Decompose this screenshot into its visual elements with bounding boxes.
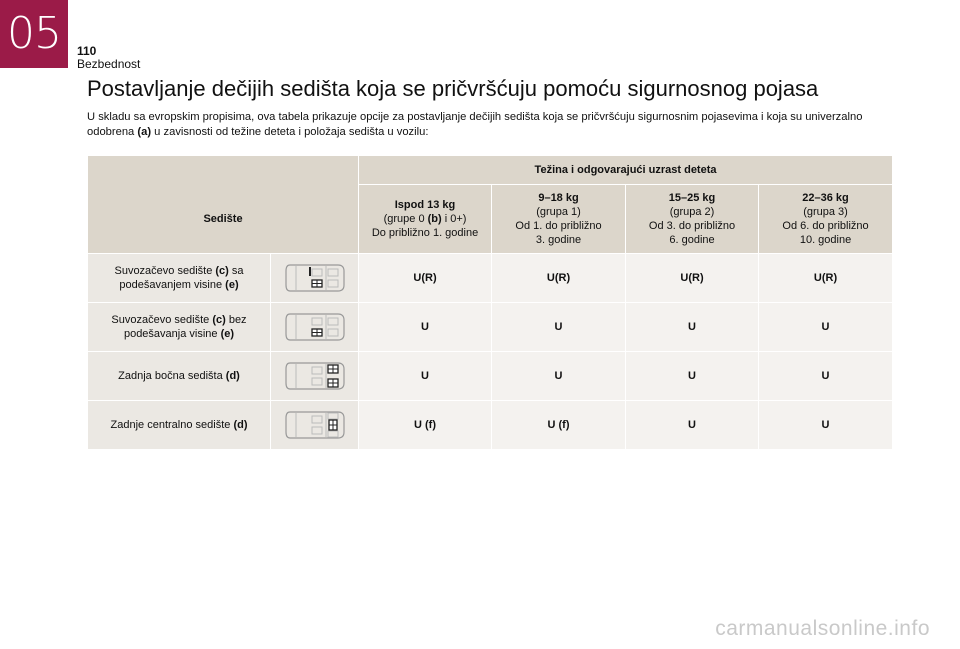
intro-text-1: U skladu sa evropskim propisima, ova tabela prikazuje opcije za postavljanje dečijih sedišta koja se pričvršćuju sigurnosnim pojasevima i koja su univerzalno odobrena	[87, 111, 863, 138]
watermark: carmanualsonline.info	[715, 617, 930, 640]
group-header-1: 9–18 kg (grupa 1) Od 1. do približno 3. godine	[492, 185, 626, 254]
cell-value: U (f)	[492, 401, 626, 450]
seat-header: Sedište	[88, 156, 359, 254]
chapter-tab	[0, 0, 68, 68]
cell-value: U(R)	[759, 254, 893, 303]
cell-value: U	[759, 303, 893, 352]
cell-value: U	[626, 352, 759, 401]
cell-value: U(R)	[359, 254, 492, 303]
cell-value: U	[759, 352, 893, 401]
cell-value: U	[759, 401, 893, 450]
intro-paragraph	[87, 110, 877, 140]
table-row	[88, 303, 893, 352]
row-label: Suvozačevo sedište (c) bez podešavanja visine (e)	[88, 303, 271, 352]
cell-value: U	[492, 303, 626, 352]
page-number: 110	[77, 44, 97, 58]
table-row	[88, 401, 893, 450]
page-title: Postavljanje dečijih sedišta koja se pričvršćuju pomoću sigurnosnog pojasa	[87, 76, 819, 101]
cell-value: U (f)	[359, 401, 492, 450]
cell-value: U	[492, 352, 626, 401]
row-label: Suvozačevo sedište (c) sa podešavanjem visine (e)	[88, 254, 271, 303]
group-header-3: 22–36 kg (grupa 3) Od 6. do približno 10. godine	[759, 185, 893, 254]
cell-value: U(R)	[626, 254, 759, 303]
cell-value: U(R)	[492, 254, 626, 303]
table-row	[88, 352, 893, 401]
car-front-passenger-icon	[271, 254, 359, 303]
cell-value: U	[359, 352, 492, 401]
chapter-number: 05	[7, 7, 61, 59]
weight-header: Težina i odgovarajući uzrast deteta	[359, 156, 893, 185]
table-row	[88, 254, 893, 303]
cell-value: U	[626, 303, 759, 352]
car-rear-side-seats-icon	[271, 352, 359, 401]
group-header-2: 15–25 kg (grupa 2) Od 3. do približno 6. godine	[626, 185, 759, 254]
cell-value: U	[359, 303, 492, 352]
row-label: Zadnja bočna sedišta (d)	[88, 352, 271, 401]
section-name: Bezbednost	[77, 57, 141, 71]
child-seat-table	[87, 155, 893, 450]
car-rear-center-seat-icon	[271, 401, 359, 450]
row-label: Zadnje centralno sedište (d)	[88, 401, 271, 450]
car-front-passenger-icon	[271, 303, 359, 352]
intro-text-2: u zavisnosti od težine deteta i položaja sedišta u vozilu:	[151, 126, 429, 138]
intro-ref: (a)	[137, 126, 152, 138]
group-header-0: Ispod 13 kg (grupe 0 (b) i 0+) Do približno 1. godine	[359, 185, 492, 254]
cell-value: U	[626, 401, 759, 450]
